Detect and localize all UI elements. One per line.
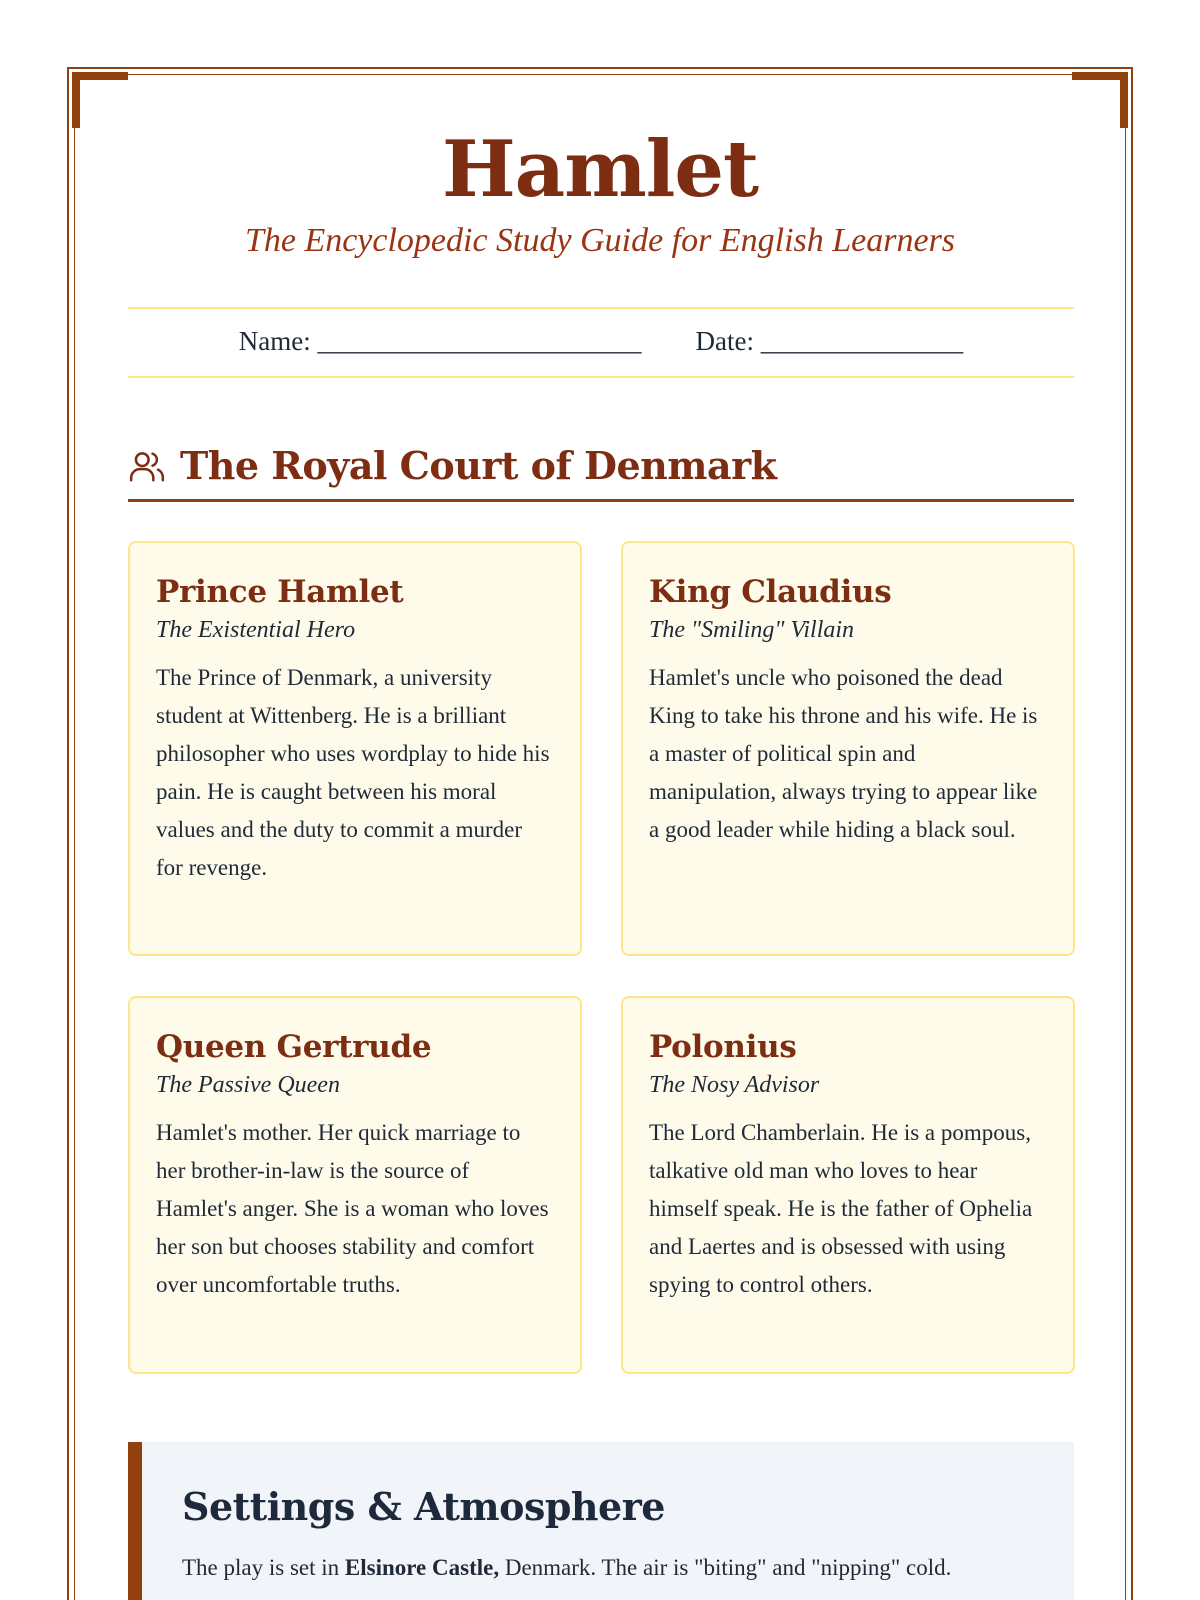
character-card-claudius: [621, 541, 1075, 956]
character-description: The Lord Chamberlain. He is a pompous, talkative old man who loves to hear himself speak. He is the father of Ophelia and Laertes and is obsessed with using spying to control others.: [649, 1120, 1033, 1297]
character-card-gertrude: [128, 996, 582, 1374]
settings-text: [182, 1555, 1074, 1581]
character-role: The Nosy Advisor: [649, 1072, 820, 1098]
character-name: Queen Gertrude: [156, 1029, 432, 1065]
settings-text-intro: The play is set in: [182, 1555, 345, 1580]
court-section-header: [128, 443, 1074, 502]
court-section-title: The Royal Court of Denmark: [180, 443, 777, 488]
character-role: The "Smiling" Villain: [649, 617, 855, 643]
settings-text-rest: Denmark. The air is "biting" and "nipping" cold.: [499, 1555, 952, 1580]
corner-ornament-top-left: [72, 72, 128, 128]
settings-location: Elsinore Castle,: [344, 1555, 500, 1580]
users-icon: [128, 447, 166, 485]
divider-top: [128, 307, 1074, 309]
settings-title: Settings & Atmosphere: [182, 1484, 665, 1529]
settings-section: [128, 1442, 1074, 1600]
divider-bottom: [128, 376, 1074, 378]
character-card-hamlet: [128, 541, 582, 956]
character-description: The Prince of Denmark, a university student at Wittenberg. He is a brilliant philosopher who uses wordplay to hide his pain. He is caught between his moral values and the duty to commit a murder for revenge.: [156, 665, 550, 880]
student-fields: [128, 326, 1074, 357]
page-title: Hamlet: [441, 124, 759, 215]
name-field[interactable]: Name: ________________________: [238, 326, 642, 356]
character-card-polonius: [621, 996, 1075, 1374]
character-name: Polonius: [649, 1029, 797, 1065]
character-description: Hamlet's mother. Her quick marriage to her brother-in-law is the source of Hamlet's anger. She is a woman who loves her son but chooses stability and comfort over uncomfortable truths.: [156, 1120, 549, 1297]
character-name: King Claudius: [649, 574, 892, 610]
character-name: Prince Hamlet: [156, 574, 404, 610]
character-role: The Passive Queen: [156, 1072, 340, 1098]
corner-ornament-top-right: [1072, 72, 1128, 128]
page-subtitle: The Encyclopedic Study Guide for English Learners: [244, 222, 956, 259]
character-description: Hamlet's uncle who poisoned the dead King to take his throne and his wife. He is a master of political spin and manipulation, always trying to appear like a good leader while hiding a black soul.: [649, 665, 1038, 842]
date-field[interactable]: Date: _______________: [695, 326, 964, 356]
character-role: The Existential Hero: [156, 617, 356, 643]
